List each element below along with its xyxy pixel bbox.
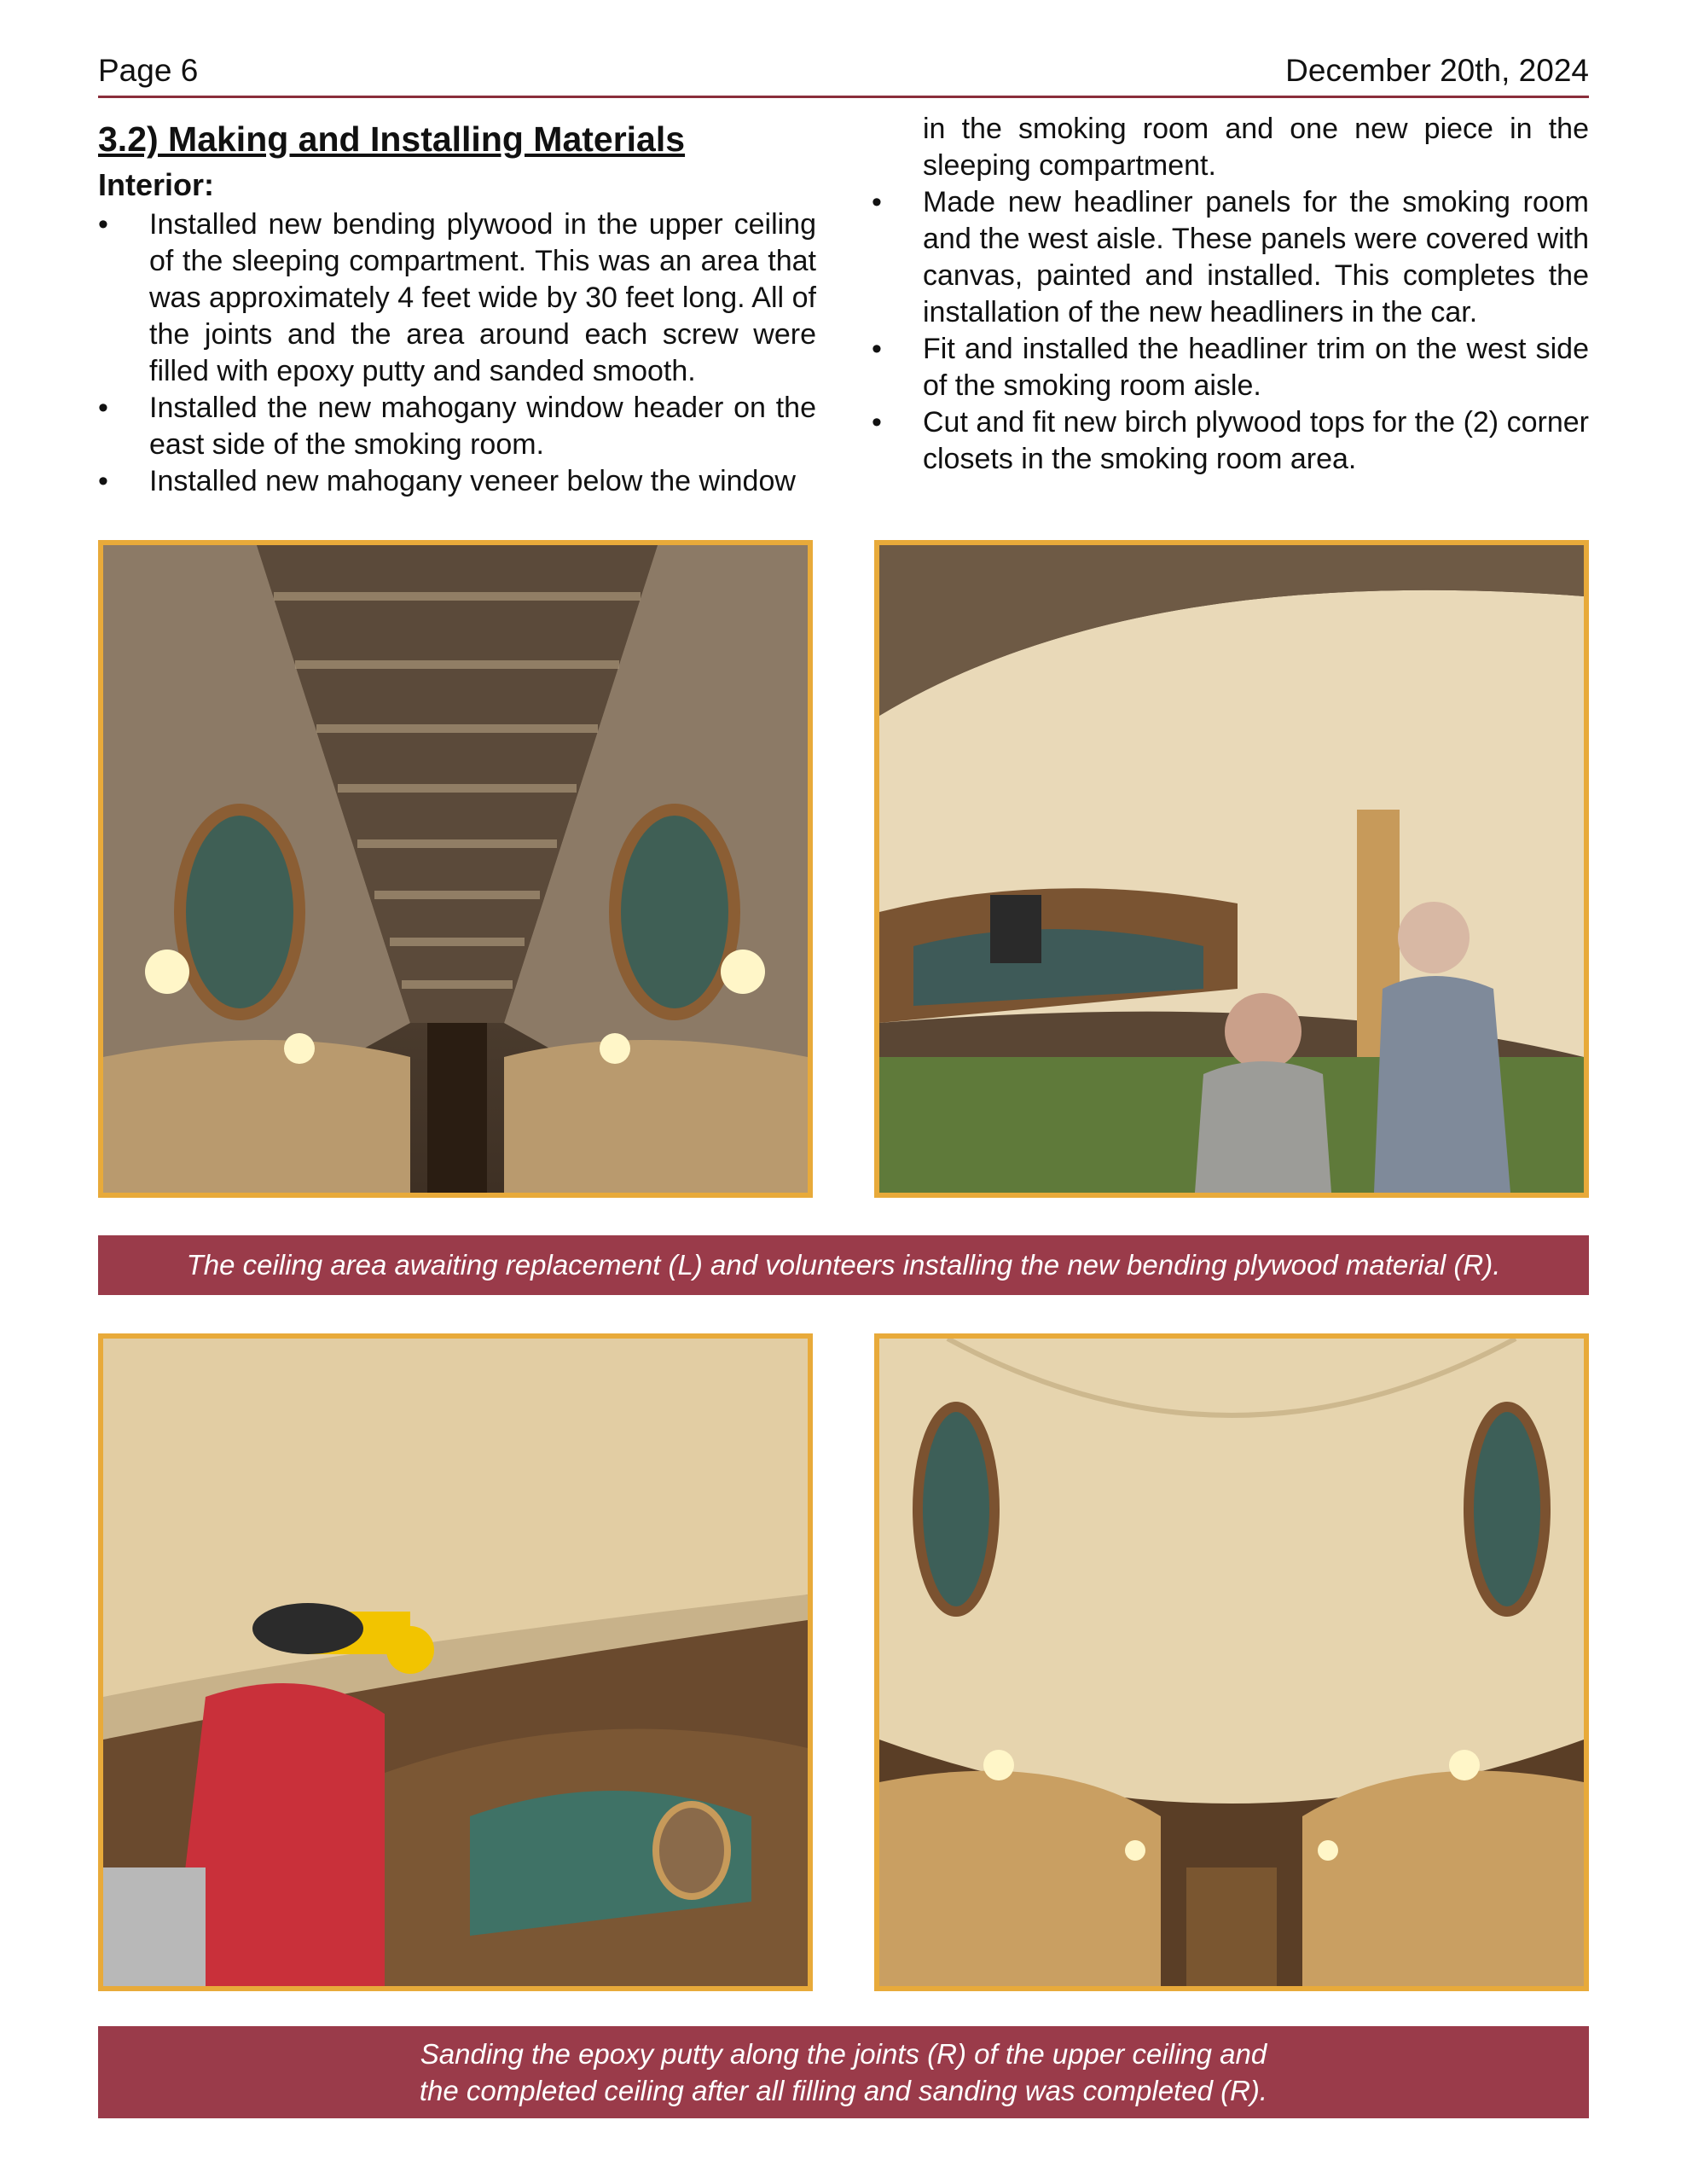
continued-text: in the smoking room and one new piece in the sleeping compartment. — [923, 113, 1589, 182]
list-item — [98, 390, 816, 463]
bullet-marker: • — [872, 406, 882, 439]
page-number: Page 6 — [98, 53, 199, 88]
photo-caption-bottom — [98, 2026, 1589, 2118]
issue-date: December 20th, 2024 — [1285, 53, 1589, 88]
bullet-marker: • — [98, 392, 108, 424]
list-item — [98, 206, 816, 390]
list-item — [861, 184, 1589, 331]
list-item-text: Installed the new mahogany window header on the east side of the smoking room. — [149, 392, 816, 461]
bullet-marker: • — [872, 186, 882, 218]
right-bullet-list — [861, 184, 1589, 478]
photo-ceiling-awaiting-replacement — [98, 540, 813, 1198]
bullet-marker: • — [98, 465, 108, 497]
list-item-text: Fit and installed the headliner trim on the west side of the smoking room aisle. — [923, 333, 1589, 402]
list-item-text: Cut and fit new birch plywood tops for the (2) corner closets in the smoking room area. — [923, 406, 1589, 475]
left-bullet-list — [98, 206, 816, 500]
bullet-marker: • — [98, 208, 108, 241]
subsection-title: Interior: — [98, 167, 215, 202]
caption-line: Sanding the epoxy putty along the joints (R) of the upper ceiling and — [420, 2038, 1267, 2070]
list-item — [98, 463, 816, 500]
photo-volunteers-installing-plywood — [874, 540, 1589, 1198]
photo-sanding-epoxy-putty — [98, 1333, 813, 1991]
photo-caption-top: The ceiling area awaiting replacement (L) and volunteers installing the new bending plywood material (R). — [98, 1235, 1589, 1295]
list-item — [861, 404, 1589, 478]
photo-completed-ceiling — [874, 1333, 1589, 1991]
section-title: 3.2) Making and Installing Materials — [98, 119, 686, 159]
caption-line: the completed ceiling after all filling and sanding was completed (R). — [419, 2075, 1268, 2106]
list-item — [861, 331, 1589, 404]
list-item-text: Installed new bending plywood in the upper ceiling of the sleeping compartment. This was an area that was approximately 4 feet wide by 30 feet long. All of the joints and the area around each screw were filled with epoxy putty and sanded smooth. — [149, 208, 816, 387]
list-item-text: Made new headliner panels for the smoking room and the west aisle. These panels were covered with canvas, painted and installed. This completes the installation of the new headliners in the car. — [923, 186, 1589, 328]
left-text-column — [98, 111, 816, 500]
bullet-marker: • — [872, 333, 882, 365]
page-header — [98, 53, 1589, 98]
list-item-text: Installed new mahogany veneer below the window — [149, 465, 796, 497]
right-text-column — [861, 111, 1589, 478]
